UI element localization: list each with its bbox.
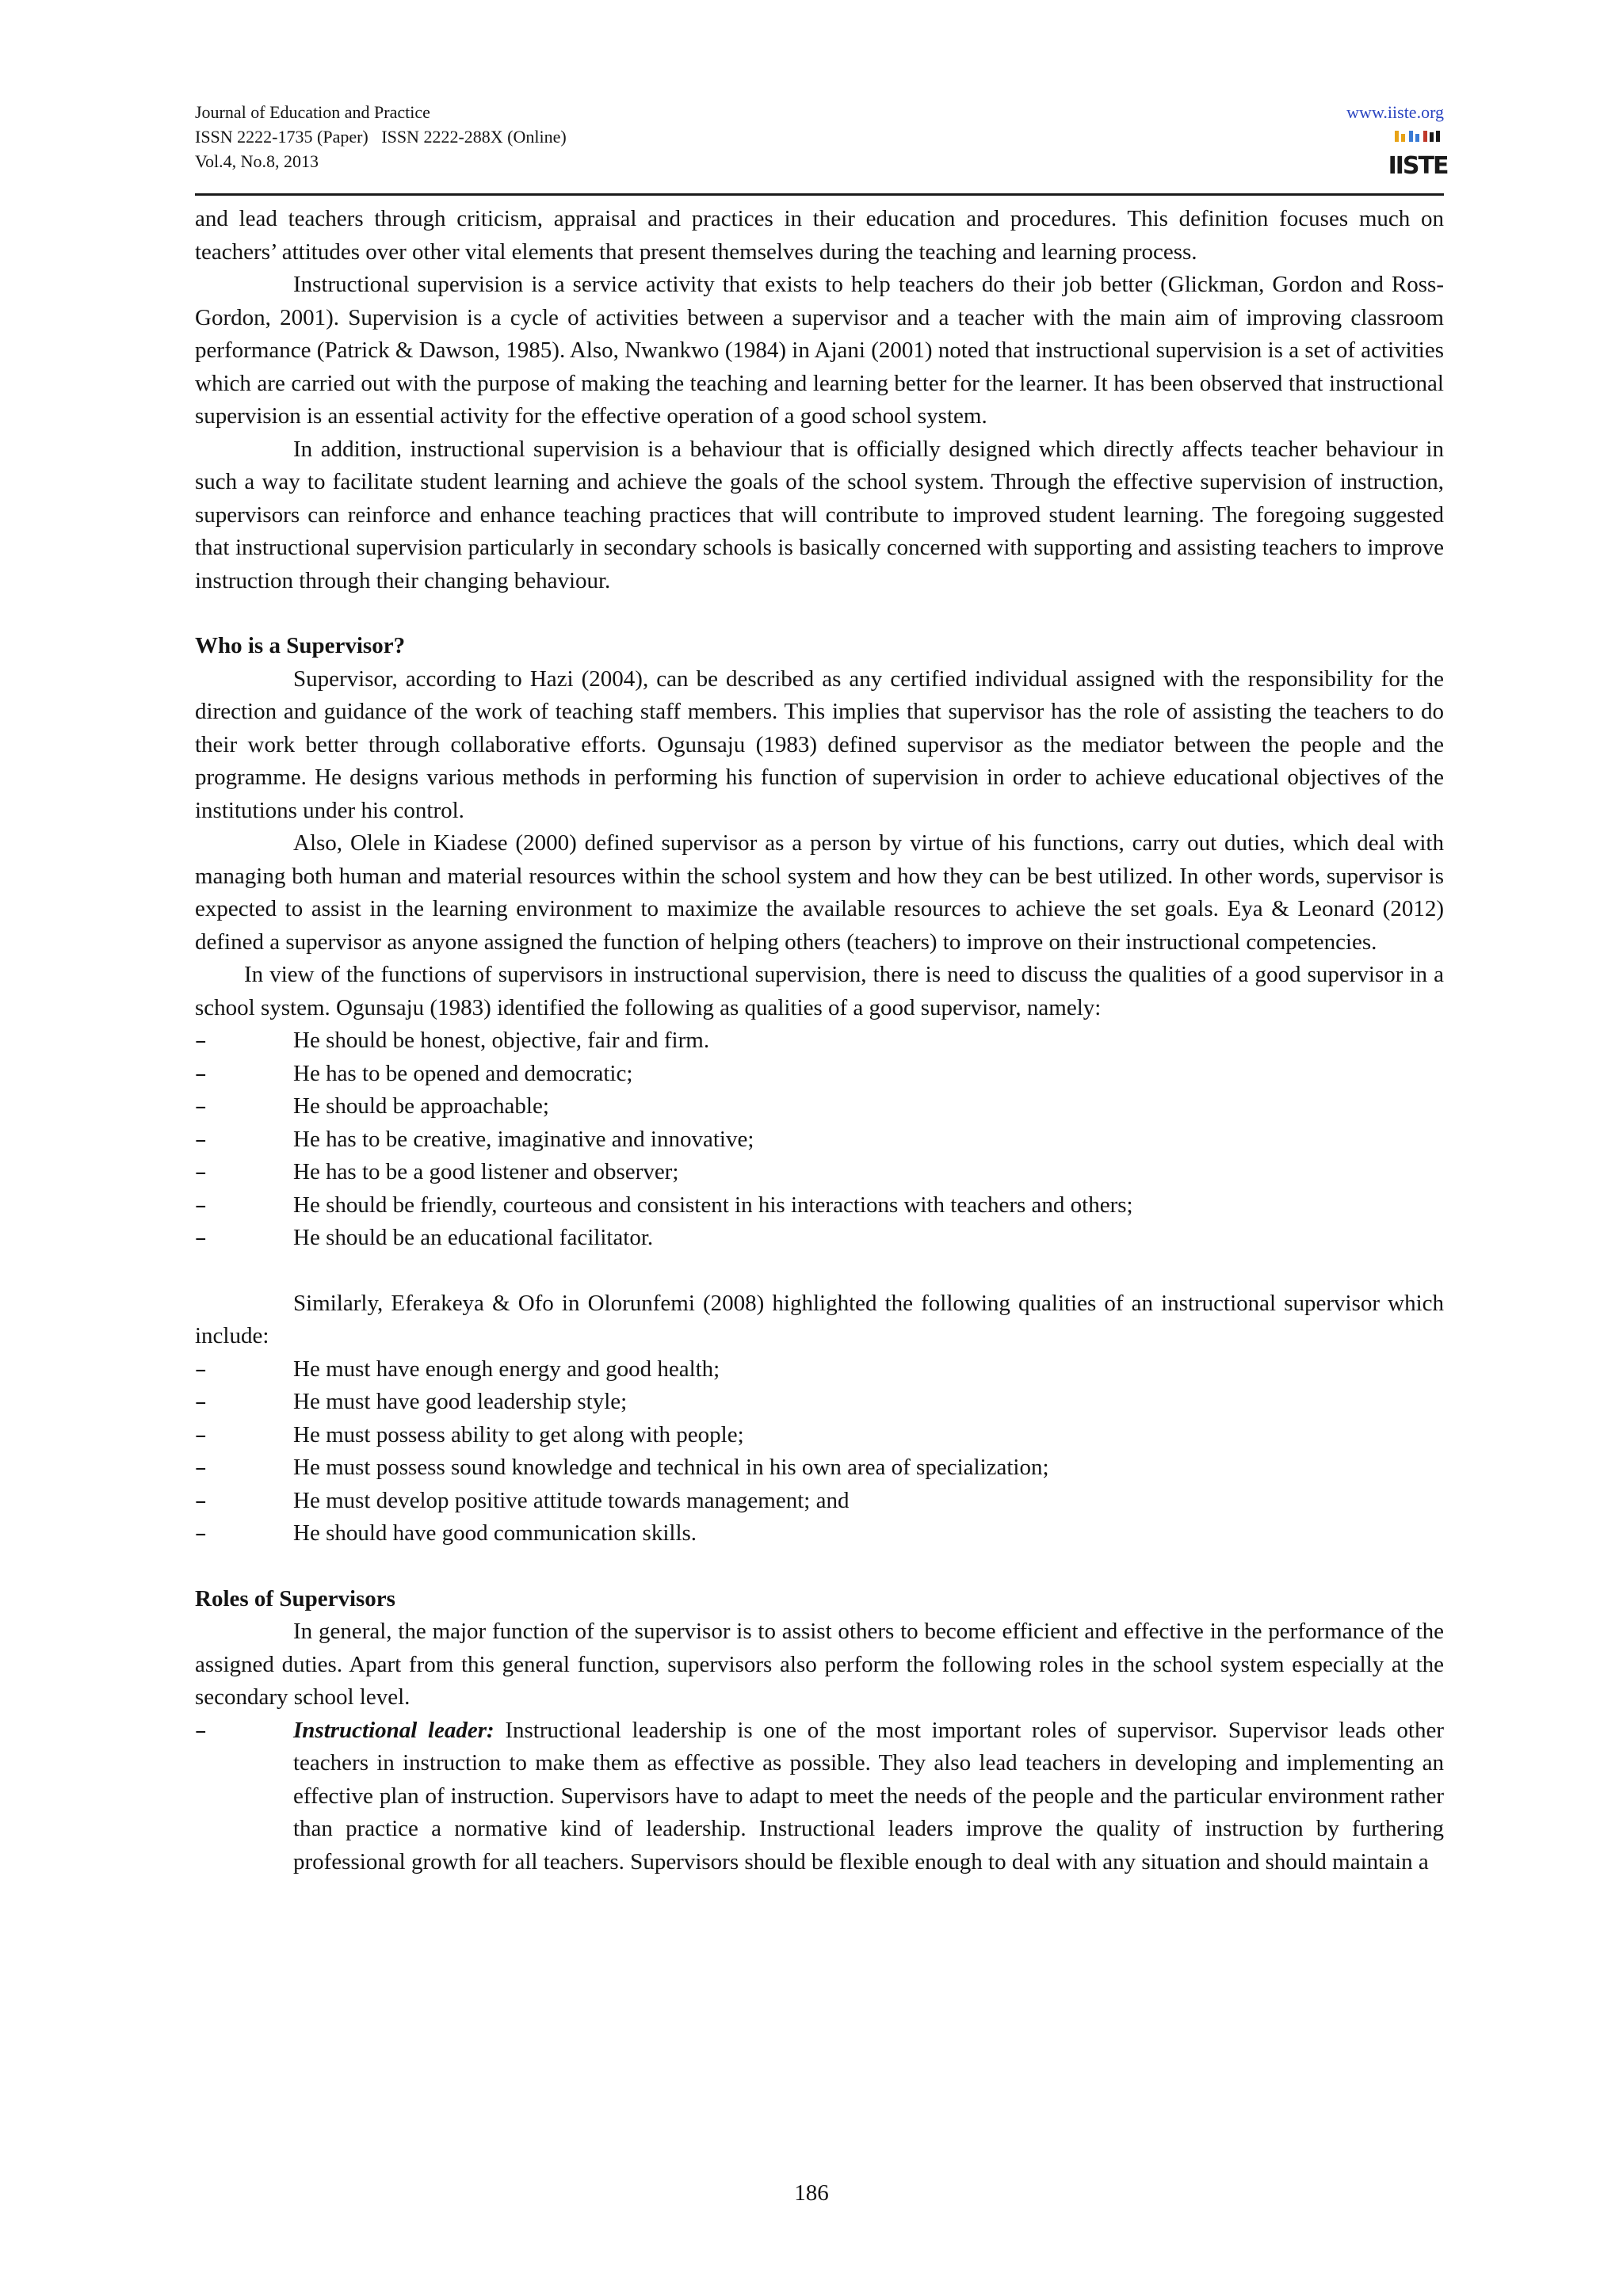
list-item: – He should be approachable;: [195, 1090, 1444, 1123]
list-item: – He must have enough energy and good health;: [195, 1353, 1444, 1386]
role-text: Instructional leadership is one of the most important roles of supervisor. Supervisor leads other teachers in instruction to make them as effective as possible. They also lead teachers in developing and implementing an effective plan of instruction. Supervisors have to adapt to meet the needs of the people and the particular environment rather than practice a normative kind of leadership. Instructional leaders improve the quality of instruction by furthering professional growth for all teachers. Supervisors should be flexible enough to deal with any situation and should maintain a: [293, 1717, 1444, 1875]
spacer: [195, 597, 1444, 630]
dash-bullet: –: [195, 1421, 207, 1448]
issn-line: ISSN 2222-1735 (Paper) ISSN 2222-288X (Online): [195, 127, 567, 147]
role-title: Instructional leader:: [293, 1717, 495, 1743]
dash-bullet: –: [195, 1224, 207, 1251]
dash-bullet: –: [195, 1486, 207, 1514]
dash-bullet: –: [195, 1191, 207, 1219]
page-number: 186: [794, 2180, 829, 2206]
journal-name: Journal of Education and Practice: [195, 102, 430, 122]
dash-bullet: –: [195, 1027, 207, 1054]
page: [195, 100, 1448, 1875]
site-link[interactable]: www.iiste.org: [1346, 102, 1444, 122]
list-item: – He should be friendly, courteous and consistent in his interactions with teachers and others;: [195, 1189, 1444, 1222]
paragraph-6: In view of the functions of supervisors in instructional supervision, there is need to discuss the qualities of a good supervisor in a school system. Ogunsaju (1983) identified the following as qualities of a good supervisor, namely:: [195, 962, 1444, 1020]
page-header: [195, 100, 1448, 187]
list-item: – He should have good communication skills.: [195, 1517, 1444, 1550]
dash-bullet: –: [195, 1125, 207, 1153]
list-item: – He must possess sound knowledge and technical in his own area of specialization;: [195, 1451, 1444, 1485]
list-item: [195, 1714, 1444, 1879]
list-item: – He has to be creative, imaginative and innovative;: [195, 1123, 1444, 1157]
list-item: – He must possess ability to get along with people;: [195, 1419, 1444, 1452]
list-item: – He must have good leadership style;: [195, 1386, 1444, 1419]
spacer: [195, 1550, 1444, 1583]
journal-info: [195, 100, 567, 174]
qualities-list-2: [195, 1353, 1444, 1550]
iiste-logo-icon: [1388, 129, 1448, 180]
paragraph-3: In addition, instructional supervision is a behaviour that is officially designed which directly affects teacher behaviour in such a way to facilitate student learning and achieve the goals of the school system. Through the effective supervision of instruction, supervisors can reinforce and enhance teaching practices that will contribute to improved student learning. The foregoing suggested that instructional supervision particularly in secondary schools is basically concerned with supporting and assisting teachers to improve instruction through their changing behaviour.: [195, 436, 1444, 593]
section-heading-roles: Roles of Supervisors: [195, 1585, 395, 1611]
paragraph-5: Also, Olele in Kiadese (2000) defined supervisor as a person by virtue of his functions, carry out duties, which deal with managing both human and material resources within the school system and how they can be best utilized. In other words, supervisor is expected to assist in the learning environment to maximize the available resources to achieve the set goals. Eya & Leonard (2012) defined a supervisor as anyone assigned the function of helping others (teachers) to improve on their instructional competencies.: [195, 830, 1444, 955]
list-item: – He must develop positive attitude towards management; and: [195, 1485, 1444, 1518]
roles-list: [195, 1714, 1444, 1879]
dash-bullet: –: [195, 1454, 207, 1481]
dash-bullet: –: [195, 1716, 207, 1744]
dash-bullet: –: [195, 1388, 207, 1415]
dash-bullet: –: [195, 1158, 207, 1185]
paragraph-7: Similarly, Eferakeya & Ofo in Olorunfemi (2008) highlighted the following qualities of an instructional supervisor which include:: [195, 1290, 1444, 1348]
volume-line: Vol.4, No.8, 2013: [195, 151, 319, 171]
list-item: – He has to be a good listener and observer;: [195, 1156, 1444, 1189]
paragraph-1: and lead teachers through criticism, appraisal and practices in their education and procedures. This definition focuses much on teachers’ attitudes over other vital elements that present themselves during the teaching and learning process.: [195, 206, 1444, 265]
dash-bullet: –: [195, 1355, 207, 1383]
paragraph-4: Supervisor, according to Hazi (2004), can be described as any certified individual assigned with the responsibility for the direction and guidance of the work of teaching staff members. This implies that supervisor has the role of assisting the teachers to do their work better through collaborative efforts. Ogunsaju (1983) defined supervisor as the mediator between the people and the programme. He designs various methods in performing his function of supervision in order to achieve educational objectives of the institutions under his control.: [195, 666, 1444, 823]
qualities-list-1: [195, 1024, 1444, 1255]
spacer: [195, 1255, 1444, 1287]
header-divider: [195, 193, 1444, 196]
section-heading-who-is-supervisor: Who is a Supervisor?: [195, 633, 406, 658]
publisher-info: [1346, 100, 1448, 184]
list-item: – He should be honest, objective, fair and firm.: [195, 1024, 1444, 1058]
list-item: – He should be an educational facilitator.: [195, 1222, 1444, 1255]
dash-bullet: –: [195, 1093, 207, 1119]
svg-text:IISTE: IISTE: [1388, 152, 1448, 180]
paragraph-2: Instructional supervision is a service activity that exists to help teachers do their job better (Glickman, Gordon and Ross-Gordon, 2001). Supervision is a cycle of activities between a supervisor and a teacher with the main aim of improving classroom performance (Patrick & Dawson, 1985). Also, Nwankwo (1984) in Ajani (2001) noted that instructional supervision is a set of activities which are carried out with the purpose of making the teaching and learning better for the learner. It has been observed that instructional supervision is an essential activity for the effective operation of a good school system.: [195, 272, 1444, 429]
paragraph-8: In general, the major function of the supervisor is to assist others to become efficient and effective in the performance of the assigned duties. Apart from this general function, supervisors also perform the following roles in the school system especially at the secondary school level.: [195, 1619, 1444, 1710]
dash-bullet: –: [195, 1059, 207, 1087]
dash-bullet: –: [195, 1520, 207, 1547]
list-item: – He has to be opened and democratic;: [195, 1058, 1444, 1091]
article-body: [195, 203, 1444, 1878]
